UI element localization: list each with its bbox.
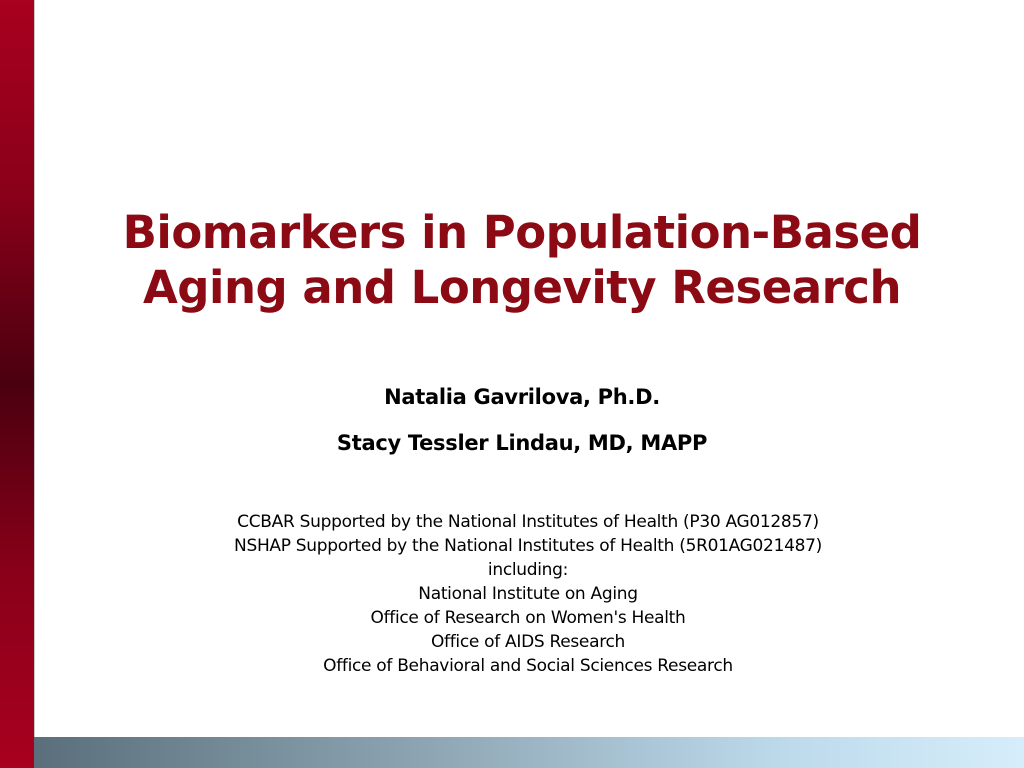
- slide-title-line: Aging and Longevity Research: [142, 261, 902, 314]
- slide-title-line: Biomarkers in Population-Based: [122, 206, 922, 259]
- funding-line: National Institute on Aging: [418, 584, 638, 604]
- funding-line: Office of Research on Women's Health: [370, 608, 686, 628]
- slide-title: [60, 205, 984, 315]
- left-accent-bar: [0, 0, 34, 768]
- funding-line: CCBAR Supported by the National Institutes of Health (P30 AG012857): [237, 512, 819, 532]
- bottom-gradient-bar: [34, 737, 1024, 768]
- funding-line: Office of Behavioral and Social Sciences Research: [323, 656, 733, 676]
- funding-line: Office of AIDS Research: [430, 632, 626, 652]
- author-name: Natalia Gavrilova, Ph.D.: [384, 385, 660, 409]
- funding-line: including:: [487, 560, 569, 580]
- left-bar-divider: [34, 0, 35, 768]
- funding-acknowledgements: [60, 510, 996, 678]
- author-name: Stacy Tessler Lindau, MD, MAPP: [336, 431, 708, 455]
- funding-line: NSHAP Supported by the National Institutes of Health (5R01AG021487): [234, 536, 822, 556]
